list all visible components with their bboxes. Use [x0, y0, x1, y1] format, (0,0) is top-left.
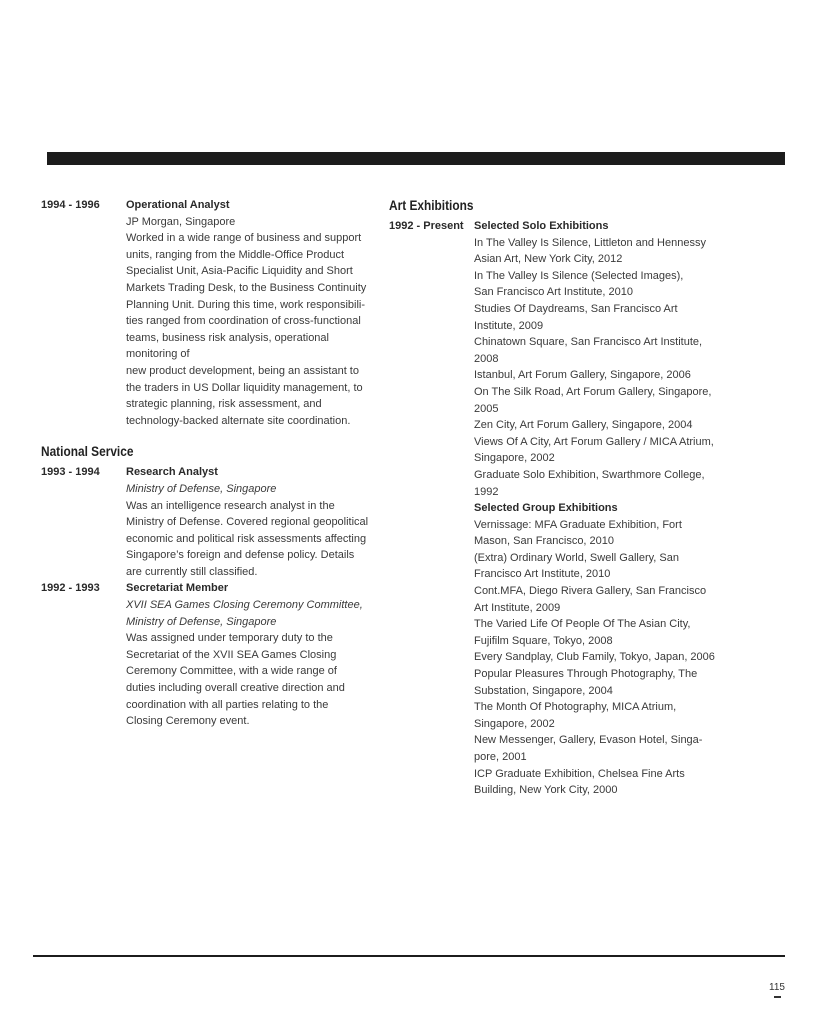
description-line: Planning Unit. During this time, work responsibili- [126, 298, 366, 311]
description-line: Worked in a wide range of business and support [126, 232, 362, 245]
exhibition-item [474, 550, 749, 583]
entry-date: 1993 - 1994 [41, 466, 100, 479]
entry-date: 1994 - 1996 [41, 199, 100, 211]
exhibition-line: Cont.MFA, Diego Rivera Gallery, San Francisco [474, 585, 707, 598]
exhibition-item [474, 699, 749, 732]
entry-organization: XVII SEA Games Closing Ceremony Committee, [126, 599, 363, 612]
exhibition-item [474, 766, 749, 799]
exhibition-line: 2008 [474, 352, 499, 365]
exhibition-line: On The Silk Road, Art Forum Gallery, Singapore, [474, 385, 712, 398]
group-exhibitions-list [474, 517, 749, 799]
footer-rule [33, 955, 785, 957]
description-line: economic and political risk assessments affecting [126, 532, 367, 545]
entry-role: Secretariat Member [126, 582, 229, 595]
exhibition-line: The Month Of Photography, MICA Atrium, [474, 701, 677, 714]
exhibition-line: Singapore, 2002 [474, 452, 555, 465]
entry-organization: Ministry of Defense, Singapore [126, 482, 277, 495]
description-line: strategic planning, risk assessment, and [126, 398, 322, 411]
description-line: units, ranging from the Middle-Office Product [126, 248, 345, 261]
exhibition-line: (Extra) Ordinary World, Swell Gallery, San [474, 551, 679, 564]
description-line: Ceremony Committee, with a wide range of [126, 665, 337, 678]
exhibition-item [474, 434, 749, 467]
exhibition-item [474, 517, 749, 550]
entry-body [474, 218, 749, 799]
national-service-entry-research-analyst [41, 464, 391, 580]
solo-exhibitions-heading: Selected Solo Exhibitions [474, 220, 609, 232]
description-line: Singapore’s foreign and defense policy. Details [126, 549, 355, 562]
exhibition-line: The Varied Life Of People Of The Asian City, [474, 618, 691, 631]
description-line: are currently still classified. [126, 565, 258, 578]
art-exhibitions-entry [389, 218, 749, 799]
exhibition-line: In The Valley Is Silence, Littleton and Hennessy [474, 236, 706, 249]
description-line: the traders in US Dollar liquidity management, to [126, 381, 363, 394]
description-line: Closing Ceremony event. [126, 715, 250, 728]
exhibition-line: Institute, 2009 [474, 319, 544, 332]
exhibition-line: Every Sandplay, Club Family, Tokyo, Japan, 2006 [474, 651, 715, 664]
description-line: new product development, being an assistant to [126, 364, 359, 377]
header-bar [47, 152, 785, 165]
exhibition-line: Francisco Art Institute, 2010 [474, 568, 611, 581]
exhibition-line: Fujifilm Square, Tokyo, 2008 [474, 634, 613, 647]
entry-date: 1992 - Present [389, 220, 464, 232]
exhibition-line: Art Institute, 2009 [474, 601, 561, 614]
page-number-tick [774, 996, 781, 998]
exhibition-line: Studies Of Daydreams, San Francisco Art [474, 302, 678, 315]
national-service-title: National Service [41, 444, 134, 460]
exhibition-item [474, 417, 749, 434]
exhibition-item [474, 367, 749, 384]
description-line: ties ranged from coordination of cross-functional [126, 315, 361, 328]
exhibition-line: Zen City, Art Forum Gallery, Singapore, 2004 [474, 419, 693, 432]
description-line: Was an intelligence research analyst in the [126, 499, 335, 512]
exhibition-line: Mason, San Francisco, 2010 [474, 535, 615, 548]
exhibition-line: Asian Art, New York City, 2012 [474, 253, 623, 266]
exhibition-item [474, 268, 749, 301]
exhibition-item [474, 467, 749, 500]
entry-body [126, 197, 391, 429]
left-column [41, 197, 391, 730]
exhibition-line: Building, New York City, 2000 [474, 784, 618, 797]
exhibition-line: ICP Graduate Exhibition, Chelsea Fine Arts [474, 767, 685, 780]
exhibition-line: Chinatown Square, San Francisco Art Institute, [474, 336, 703, 349]
exhibition-line: Popular Pleasures Through Photography, The [474, 668, 698, 681]
description-line: technology-backed alternate site coordination. [126, 414, 351, 427]
exhibition-line: 2005 [474, 402, 499, 415]
exhibition-line: Istanbul, Art Forum Gallery, Singapore, 2006 [474, 369, 691, 382]
group-exhibitions-heading: Selected Group Exhibitions [474, 502, 618, 515]
exhibition-line: In The Valley Is Silence (Selected Images), [474, 269, 684, 282]
description-line: Ministry of Defense. Covered regional geopolitical [126, 516, 369, 529]
solo-exhibitions-list [474, 235, 749, 501]
exhibition-item [474, 235, 749, 268]
exhibition-line: Graduate Solo Exhibition, Swarthmore College, [474, 468, 705, 481]
exhibition-line: 1992 [474, 485, 499, 498]
exhibition-item [474, 301, 749, 334]
description-line: monitoring of [126, 348, 190, 361]
exhibition-item [474, 666, 749, 699]
exhibition-item [474, 583, 749, 616]
exhibition-line: New Messenger, Gallery, Evason Hotel, Singa- [474, 734, 703, 747]
employment-entry-jp-morgan [41, 197, 391, 429]
entry-body [126, 464, 391, 580]
exhibition-item [474, 649, 749, 666]
description-line: Secretariat of the XVII SEA Games Closing [126, 648, 337, 661]
description-line: teams, business risk analysis, operational [126, 331, 329, 344]
entry-role: Research Analyst [126, 466, 218, 479]
exhibition-item [474, 616, 749, 649]
description-line: Specialist Unit, Asia-Pacific Liquidity and Short [126, 265, 353, 278]
page-number-text: 115 [769, 982, 785, 993]
exhibition-item [474, 732, 749, 765]
right-column [389, 197, 749, 799]
exhibition-item [474, 384, 749, 417]
art-exhibitions-title: Art Exhibitions [389, 198, 474, 213]
entry-role: Operational Analyst [126, 199, 230, 211]
entry-date: 1992 - 1993 [41, 582, 100, 595]
description-line: duties including overall creative direction and [126, 682, 345, 695]
description-line: Markets Trading Desk, to the Business Continuity [126, 281, 367, 294]
description-line: Was assigned under temporary duty to the [126, 632, 333, 645]
exhibition-line: Singapore, 2002 [474, 717, 555, 730]
entry-body [126, 580, 391, 729]
entry-organization: Ministry of Defense, Singapore [126, 615, 277, 628]
exhibition-line: San Francisco Art Institute, 2010 [474, 286, 633, 299]
exhibition-line: Substation, Singapore, 2004 [474, 684, 613, 697]
exhibition-item [474, 334, 749, 367]
page-number [769, 982, 785, 998]
entry-organization: JP Morgan, Singapore [126, 215, 236, 228]
exhibition-line: Vernissage: MFA Graduate Exhibition, Fort [474, 518, 682, 531]
national-service-entry-secretariat-member [41, 580, 391, 729]
exhibition-line: Views Of A City, Art Forum Gallery / MICA Atrium, [474, 435, 714, 448]
description-line: coordination with all parties relating to the [126, 698, 329, 711]
exhibition-line: pore, 2001 [474, 751, 527, 763]
